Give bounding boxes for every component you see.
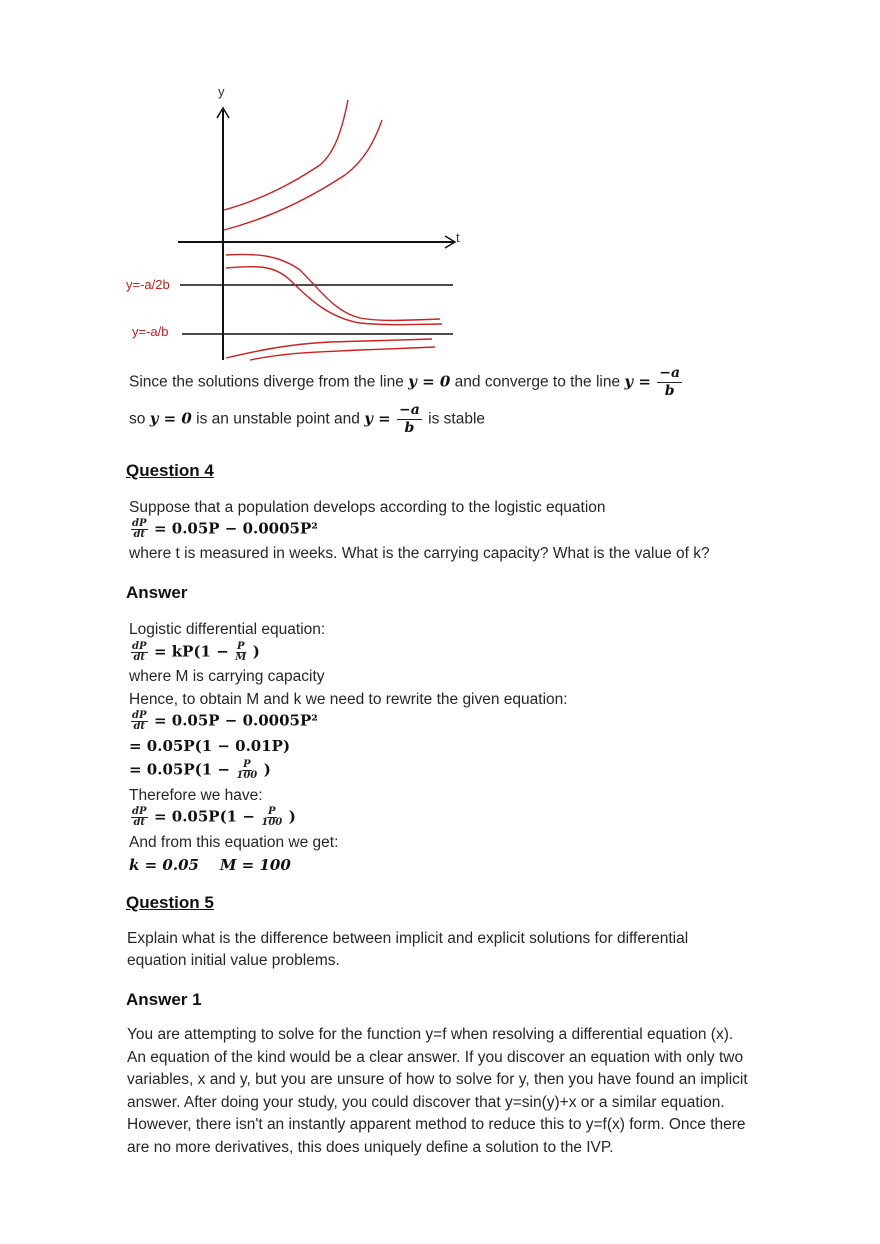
equation-rhs: = 0.05P − 0.0005P² <box>153 519 318 538</box>
fraction-dp-dt: $\frac{dP}{dt}$ <box>132 641 147 663</box>
q5-line-1: Explain what is the difference between implicit and explicit solutions for differential <box>127 930 689 947</box>
curve-lower-2 <box>250 347 435 360</box>
paragraph-line: variables, x and y, but you are unsure of how to solve for y, then you have found an implicit <box>127 1071 748 1089</box>
answer-logistic-eq <box>129 642 260 663</box>
answer-line-3: where M is carrying capacity <box>129 668 325 685</box>
fraction-neg-a-over-b: $\frac{-a}{b}$ <box>659 365 681 399</box>
text-segment: Since the solutions diverge from the line <box>129 373 404 391</box>
q4-line-3: where t is measured in weeks. What is the carrying capacity? What is the value of k? <box>129 545 710 562</box>
paragraph-line: You are attempting to solve for the function y=f when resolving a differential equation (x). <box>127 1026 734 1043</box>
answer-1-paragraph <box>127 1024 827 1160</box>
paragraph-line: answer. After doing your study, you could discover that y=sin(y)+x or a similar equation. <box>127 1093 725 1111</box>
answer-line-4: Hence, to obtain M and k we need to rewrite the given equation: <box>129 691 568 708</box>
solution-curves <box>224 100 442 360</box>
equation-part: = 0.05P(1 − <box>153 807 255 826</box>
fraction-p-m: $\frac{P}{M}$ <box>235 641 247 663</box>
t-axis-label: t <box>456 230 460 245</box>
fraction-neg-a-over-b: $\frac{-a}{b}$ <box>399 402 420 436</box>
answer-line-10: And from this equation we get: <box>129 834 339 851</box>
equation-rhs: = 0.05P − 0.0005P² <box>153 711 318 730</box>
fraction-p-100: $\frac{P}{100}$ <box>261 806 283 828</box>
q4-equation <box>129 519 318 540</box>
paragraph-line: An equation of the kind would be a clear answer. If you discover an equation with only two <box>127 1048 744 1066</box>
text-segment: and converge to the line <box>454 373 621 391</box>
answer-1-heading: Answer 1 <box>126 990 202 1009</box>
question-5-heading: Question 5 <box>126 893 214 912</box>
equation-part: ) <box>288 807 296 826</box>
fraction-p-100: $\frac{P}{100}$ <box>236 759 258 781</box>
paragraph-line: are no more derivatives, this does uniquely define a solution to the IVP. <box>127 1138 614 1156</box>
answer-eq-7 <box>129 760 271 781</box>
math-y-eq-0: y = 0 <box>408 372 451 391</box>
equation-part: = kP(1 − <box>153 642 229 661</box>
curve-middle-2 <box>226 267 442 325</box>
answer-line-1: Logistic differential equation: <box>129 621 326 638</box>
question-4-heading: Question 4 <box>126 461 214 480</box>
label-neg-a-2b: y=-a/2b <box>126 277 170 292</box>
y-axis-label: y <box>218 84 225 99</box>
paragraph-line: However, there isn't an instantly apparent method to reduce this to y=f(x) form. Once there <box>127 1116 746 1134</box>
math-y-eq-0: y = 0 <box>149 409 192 428</box>
fraction-dp-dt: $\frac{dP}{dt}$ <box>132 518 147 540</box>
answer-heading: Answer <box>126 583 188 602</box>
curve-middle-1 <box>226 254 440 320</box>
equation-part: ) <box>252 642 260 661</box>
math-y-eq: y = <box>624 372 651 391</box>
stability-line-1 <box>129 365 684 400</box>
text-segment: is stable <box>428 410 486 428</box>
q4-line-1: Suppose that a population develops according to the logistic equation <box>129 499 606 516</box>
answer-eq-9 <box>129 807 296 828</box>
q5-line-2: equation initial value problems. <box>127 952 340 969</box>
equation-part: ) <box>263 760 271 779</box>
fraction-dp-dt: $\frac{dP}{dt}$ <box>132 806 147 828</box>
text-segment: is an unstable point and <box>196 410 360 428</box>
answer-line-8: Therefore we have: <box>129 787 263 804</box>
answer-eq-6: = 0.05P(1 − 0.01P) <box>129 737 291 755</box>
equation-part: = 0.05P(1 − <box>129 760 230 779</box>
curve-upper-1 <box>224 100 348 210</box>
answer-eq-5 <box>129 711 318 732</box>
answer-result: k = 0.05 M = 100 <box>129 856 291 874</box>
math-y-eq: y = <box>364 409 391 428</box>
fraction-dp-dt: $\frac{dP}{dt}$ <box>132 710 147 732</box>
direction-field-graph <box>120 80 470 370</box>
text-segment: so <box>129 410 146 428</box>
label-neg-a-b: y=-a/b <box>132 324 169 339</box>
stability-line-2 <box>129 402 485 437</box>
